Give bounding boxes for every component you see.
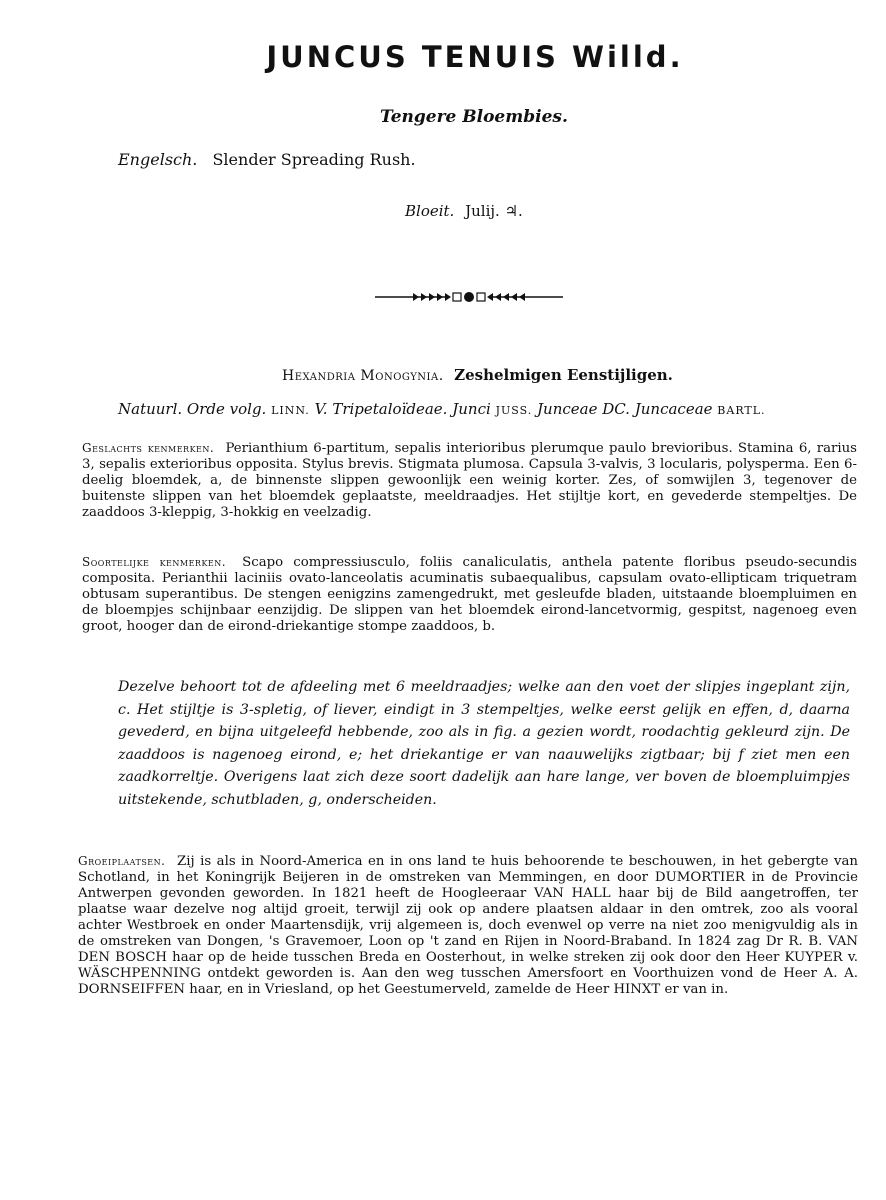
english-name: Slender Spreading Rush. [212,150,416,169]
linn-value: V. Tripetaloïdeae. [314,400,448,418]
genus-text: Perianthium 6-partitum, sepalis interioribus plerumque paulo brevioribus. Stamina 6, rarius 3, sepalis exterioribus opposita. Stylus brevis. Stigmata plumosa. Capsula 3-valvis, 3 locularis, polysperma. Een 6-deelig bloemdek, a, de binnenste slippen gewoonlijk een weinig korter. Zes, of somwijlen 3, tegenover de buitenste slippen van het bloemdek geplaatste, meeldraadjes. Het stijltje kort, en gevederde stempeltjes. De zaaddoos 3-kleppig, 3-hokkig en veelzadig. [82,441,857,520]
bartl-abbrev: BARTL. [717,404,766,417]
genus-characters [82,440,857,521]
classification-line [282,366,673,384]
english-name-line [118,150,416,169]
dutch-name: Tengere Bloembies. [380,107,568,127]
habitat-text: Zij is als in Noord-America en in ons land te huis behoorende te beschouwen, in het gebergte van Schotland, in het Koningrijk Beijeren in de omstreken van Memmingen, en door DUMORTIER in de Provincie Antwerpen gevonden geworden. In 1821 heeft de Hoogleeraar VAN HALL haar bij de Bild aangetroffen, ter plaatse waar dezelve nog altijd groeit, terwijl zij ook op andere plaatsen aldaar in den omtrek, zoo als vooral achter Westbroek en onder Maartensdijk, vrij algemeen is, doch evenwel op verre na niet zoo menigvuldig als in de omstreken van Dongen, 's Gravemoer, Loon op 't zand en Rijen in Noord-Braband. In 1824 zag Dr R. B. VAN DEN BOSCH haar op de heide tusschen Breda en Oosterhout, in welke streken zij ook door den Heer KUYPER v. WÄSCHPENNING ontdekt geworden is. Aan den weg tusschen Amersfoort en Voorthuizen vond de Heer A. A. DORNSEIFFEN haar, en in Vriesland, op het Geestumerveld, zamelde de Heer HINXT er van in. [78,854,858,997]
species-characters [82,554,857,635]
order-label: Natuurl. Orde volg. [118,400,267,418]
page-title: JUNCUS TENUIS Willd. [266,40,684,74]
species-label: Soortelijke kenmerken. [82,555,227,569]
juss-abbrev: JUSS. [495,404,533,417]
natural-order-line [118,400,766,418]
classification-dutch: Zeshelmigen Eenstijligen. [454,366,673,384]
flowering-value: Julij. ♃. [465,202,523,220]
classification-latin: Hexandria Monogynia. [282,368,444,384]
flowering-label: Bloeit. [405,202,455,220]
bartl-text: Juncaceae [634,400,713,418]
dc-text: Junceae DC. [537,400,630,418]
habitat-paragraph [78,853,858,998]
linn-abbrev: LINN. [271,404,310,417]
species-text: Scapo compressiusculo, foliis canaliculatis, anthela patente floribus pseudo-secundis composita. Perianthii laciniis ovato-lanceolatis acuminatis subaequalibus, capsulam ovato-ellipticam triquetram obtusam superantibus. De stengen eenigzins zamengedrukt, met gesleufde bladen, uitstaande bloempluimen en de bloempjes schijnbaar eenzijdig. De slippen van het bloemdek eirond-lancetvormig, gespitst, nagenoeg even groot, hooger dan de eirond-driekantige stompe zaaddoos, b. [82,555,857,634]
juss-text: Junci [452,400,491,418]
english-label: Engelsch. [118,150,198,169]
ornament-divider [375,286,563,308]
description-paragraph: Dezelve behoort tot de afdeeling met 6 meeldraadjes; welke aan den voet der slipjes ingeplant zijn, c. Het stijltje is 3-spletig, of liever, eindigt in 3 stempeltjes, welke eerst gelijk en effen, d, daarna gevederd, en bijna uitgeleefd hebbende, zoo als in fig. a gezien wordt, roodachtig gekleurd zijn. De zaaddoos is nagenoeg eirond, e; het driekantige er van naauwelijks zigtbaar; bij f ziet men een zaadkorreltje. Overigens laat zich deze soort dadelijk aan hare lange, ver boven de bloempluimpjes uitstekende, schutbladen, g, onderscheiden. [118,679,850,808]
habitat-label: Groeiplaatsen. [78,854,166,868]
genus-label: Geslachts kenmerken. [82,441,215,455]
flowering-line [405,202,523,220]
